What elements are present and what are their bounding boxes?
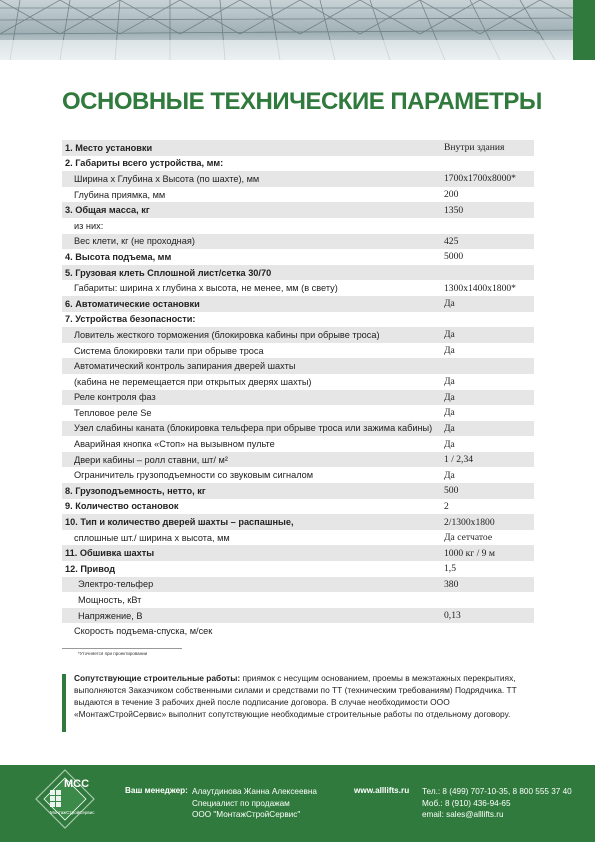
row-label: 6. Автоматические остановки bbox=[62, 296, 441, 312]
row-label: 8. Грузоподъемность, нетто, кг bbox=[62, 483, 441, 499]
row-label: 2. Габариты всего устройства, мм: bbox=[62, 156, 441, 172]
table-row bbox=[62, 577, 534, 593]
row-value: 425 bbox=[441, 234, 534, 250]
table-row bbox=[62, 436, 534, 452]
table-row bbox=[62, 249, 534, 265]
row-value: 0,13 bbox=[441, 608, 534, 624]
logo-text: МСС bbox=[64, 778, 90, 790]
row-value: 200 bbox=[441, 187, 534, 203]
footnote-divider bbox=[62, 648, 182, 649]
roof-truss-graphic bbox=[0, 0, 595, 60]
row-label: Узел слабины каната (блокировка тельфера при обрыве троса или зажима кабины) bbox=[62, 421, 441, 437]
row-label: Габариты: ширина х глубина х высота, не менее, мм (в свету) bbox=[62, 280, 441, 296]
row-label: 9. Количество остановок bbox=[62, 499, 441, 515]
row-label: сплошные шт./ ширина х высота, мм bbox=[62, 530, 441, 546]
row-value bbox=[441, 312, 534, 328]
row-label: 1. Место установки bbox=[62, 140, 441, 156]
table-row bbox=[62, 202, 534, 218]
table-row bbox=[62, 265, 534, 281]
row-label: Вес клети, кг (не проходная) bbox=[62, 234, 441, 250]
table-row bbox=[62, 623, 534, 639]
table-row bbox=[62, 280, 534, 296]
row-label: 5. Грузовая клеть Сплошной лист/сетка 30/70 bbox=[62, 265, 441, 281]
table-row bbox=[62, 545, 534, 561]
footnote: *Уточняется при проектировании bbox=[78, 651, 148, 656]
manager-company: ООО "МонтажСтройСервис" bbox=[192, 810, 301, 819]
row-value: Да bbox=[441, 296, 534, 312]
row-label: Ширина х Глубина х Высота (по шахте), мм bbox=[62, 171, 441, 187]
table-row bbox=[62, 187, 534, 203]
row-label: Мощность, кВт bbox=[62, 592, 441, 608]
note-body: приямок с несущим основанием, проемы в межэтажных перекрытиях, выполняются Заказчиком собственными силами и средствами по ТТ (техническим требованиям) Подрядчика. ТТ выдаются в течение 3 рабочих дней после подписание договора. В случае необходимости ООО «МонтажСтройСервис» выполнит сопутствующие необходимые строительные работы по отдельному договору. bbox=[74, 673, 517, 719]
table-row bbox=[62, 343, 534, 359]
row-label: Реле контроля фаз bbox=[62, 390, 441, 406]
row-value: 500 bbox=[441, 483, 534, 499]
table-row bbox=[62, 608, 534, 624]
row-value: 1 / 2,34 bbox=[441, 452, 534, 468]
row-label: из них: bbox=[62, 218, 441, 234]
note-accent-bar bbox=[62, 674, 66, 732]
phone-number: Тел.: 8 (499) 707-10-35, 8 800 555 37 40 bbox=[422, 787, 572, 796]
row-label: 3. Общая масса, кг bbox=[62, 202, 441, 218]
row-label: Скорость подъема-спуска, м/сек bbox=[62, 623, 441, 639]
green-corner-tab bbox=[573, 0, 595, 60]
table-row bbox=[62, 405, 534, 421]
row-value: Да bbox=[441, 374, 534, 390]
table-row bbox=[62, 530, 534, 546]
table-row bbox=[62, 561, 534, 577]
row-label: Напряжение, В bbox=[62, 608, 441, 624]
table-row bbox=[62, 140, 534, 156]
row-value: Да bbox=[441, 467, 534, 483]
table-row bbox=[62, 421, 534, 437]
row-value: Да bbox=[441, 421, 534, 437]
row-label: Двери кабины – ролл ставни, шт/ м² bbox=[62, 452, 441, 468]
parameters-table bbox=[62, 140, 534, 639]
row-label: 4. Высота подъема, мм bbox=[62, 249, 441, 265]
row-value bbox=[441, 623, 534, 639]
row-label: Аварийная кнопка «Стоп» на вызывном пульте bbox=[62, 436, 441, 452]
row-value: 2/1300x1800 bbox=[441, 514, 534, 530]
row-value bbox=[441, 156, 534, 172]
row-value: 2 bbox=[441, 499, 534, 515]
row-value: 380 bbox=[441, 577, 534, 593]
row-value bbox=[441, 218, 534, 234]
table-row bbox=[62, 452, 534, 468]
row-value: Да bbox=[441, 436, 534, 452]
table-row bbox=[62, 374, 534, 390]
row-value: Да bbox=[441, 343, 534, 359]
row-value: 1300x1400x1800* bbox=[441, 280, 534, 296]
row-label: 7. Устройства безопасности: bbox=[62, 312, 441, 328]
row-label: 11. Обшивка шахты bbox=[62, 545, 441, 561]
row-label: Глубина приямка, мм bbox=[62, 187, 441, 203]
table-row bbox=[62, 592, 534, 608]
row-value: 1700x1700x8000* bbox=[441, 171, 534, 187]
manager-label: Ваш менеджер: bbox=[125, 786, 188, 795]
row-value bbox=[441, 265, 534, 281]
manager-role: Специалист по продажам bbox=[192, 798, 290, 808]
row-value: 5000 bbox=[441, 249, 534, 265]
manager-info bbox=[192, 786, 317, 821]
contacts bbox=[422, 786, 572, 821]
table-row bbox=[62, 390, 534, 406]
table-row bbox=[62, 483, 534, 499]
table-row bbox=[62, 171, 534, 187]
table-row bbox=[62, 499, 534, 515]
row-label: Тепловое реле Se bbox=[62, 405, 441, 421]
row-label: Автоматический контроль запирания дверей шахты bbox=[62, 358, 441, 374]
row-label: 10. Тип и количество дверей шахты – распашные, bbox=[62, 514, 441, 530]
table-row bbox=[62, 358, 534, 374]
construction-note bbox=[74, 672, 529, 720]
row-label: (кабина не перемещается при открытых дверях шахты) bbox=[62, 374, 441, 390]
row-label: 12. Привод bbox=[62, 561, 441, 577]
row-value bbox=[441, 592, 534, 608]
row-value: Да bbox=[441, 405, 534, 421]
row-label: Ограничитель грузоподъемности со звуковым сигналом bbox=[62, 467, 441, 483]
row-value: 1000 кг / 9 м bbox=[441, 545, 534, 561]
row-label: Электро-тельфер bbox=[62, 577, 441, 593]
page-title: ОСНОВНЫЕ ТЕХНИЧЕСКИЕ ПАРАМЕТРЫ bbox=[62, 88, 542, 115]
note-heading: Сопутствующие строительные работы: bbox=[74, 673, 241, 683]
row-value: Внутри здания bbox=[441, 140, 534, 156]
row-label: Система блокировки тали при обрыве троса bbox=[62, 343, 441, 359]
header-photo bbox=[0, 0, 595, 60]
row-label: Ловитель жесткого торможения (блокировка кабины при обрыве троса) bbox=[62, 327, 441, 343]
row-value: Да сетчатое bbox=[441, 530, 534, 546]
row-value: Да bbox=[441, 327, 534, 343]
table-row bbox=[62, 312, 534, 328]
website-link[interactable]: www.alllifts.ru bbox=[354, 786, 410, 795]
table-row bbox=[62, 218, 534, 234]
mobile-number: Моб.: 8 (910) 436-94-65 bbox=[422, 798, 511, 808]
row-value bbox=[441, 358, 534, 374]
table-row bbox=[62, 234, 534, 250]
table-row bbox=[62, 156, 534, 172]
row-value: 1,5 bbox=[441, 561, 534, 577]
logo-subtitle: МонтажСтройСервис bbox=[50, 810, 95, 815]
table-row bbox=[62, 514, 534, 530]
table-row bbox=[62, 467, 534, 483]
manager-name: Алаутдинова Жанна Алексеевна bbox=[192, 787, 317, 796]
table-row bbox=[62, 296, 534, 312]
row-value: Да bbox=[441, 390, 534, 406]
email-link[interactable]: email: sales@alllifts.ru bbox=[422, 810, 504, 819]
table-row bbox=[62, 327, 534, 343]
row-value: 1350 bbox=[441, 202, 534, 218]
